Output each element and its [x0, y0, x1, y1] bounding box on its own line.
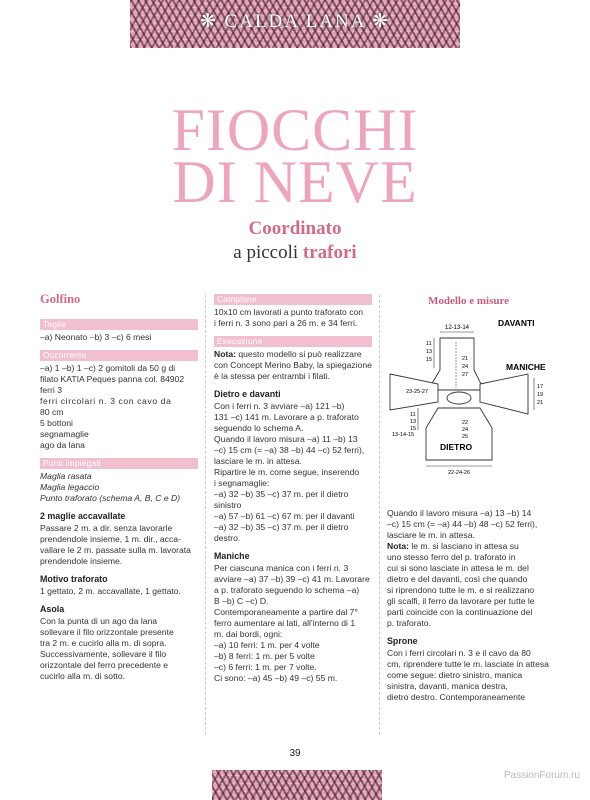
text-line: B –b) C –c) D. [214, 596, 269, 606]
occorrente-line: ferri 3 [40, 385, 62, 395]
text-line: dietro e del davanti, così che quando [387, 574, 528, 584]
text-line: cm, riprendere tutte le m. lasciate in attesa [387, 659, 549, 669]
occorrente-line: segnamaglie [40, 429, 89, 439]
dim-center-3: 27 [462, 372, 469, 378]
subtitle-line2-a: a piccoli [233, 242, 303, 263]
text-line: i ferri n. 3 sono pari a 26 m. e 34 ferri. [214, 318, 358, 328]
text-line: sinistro [214, 500, 242, 510]
dim-back-mid1: 22 [462, 420, 469, 426]
footer-knit-band [212, 770, 382, 800]
text-line: Contemporaneamente a partire dal 7° [214, 607, 358, 617]
subtitle-line2-b: trafori [302, 242, 357, 263]
dim-back-mid2: 24 [462, 427, 469, 433]
heading-maniche: Maniche [214, 551, 250, 561]
text-line: Con i ferri circolari n. 3 e il cavo da 80 [387, 648, 531, 658]
column-divider [205, 295, 206, 735]
page-title-line2: DI NEVE [172, 149, 418, 215]
label-occorrente: Occorrente [40, 350, 198, 361]
text-line: seguendo lo schema A. [214, 423, 304, 433]
occorrente-list [40, 363, 198, 451]
text-line: Con la punta di un ago da lana [40, 616, 158, 626]
dim-sleeve-h2: 19 [537, 392, 544, 398]
taglie-sizes: –a) Neonato –b) 3 –c) 6 mesi [40, 332, 152, 342]
text-line: –c) 6 ferri: 1 m. per 7 volte. [214, 662, 317, 672]
right-sleeve [480, 374, 528, 414]
dim-front-h1: 11 [426, 341, 432, 347]
watermark: PassionForum.ru [503, 770, 580, 781]
text-line: come segue: dietro sinistro, manica [387, 670, 523, 680]
text-line: parti coincide con la continuazione del [387, 607, 533, 617]
text-line: sinistra, davanti, manica destra, [387, 681, 508, 691]
occorrente-line: –a) 1 –b) 1 –c) 2 gomitoli da 50 g di [40, 363, 176, 373]
text-line: Ripartire le m. come segue, inserendo [214, 467, 360, 477]
text-line: Ci sono: –a) 45 –b) 49 –c) 55 m. [214, 673, 338, 683]
text-line: lasciare le m. in attesa. [214, 456, 302, 466]
heading-motivo-traforato: Motivo traforato [40, 574, 108, 584]
text-line: tra 2 m. e cucirlo alla m. di sopra. [40, 638, 167, 648]
text-line: Quando il lavoro misura –a) 11 –b) 13 [214, 434, 358, 444]
text-line: –c) 15 cm (= –a) 38 –b) 44 –c) 52 ferri), [214, 445, 365, 455]
dim-front-h2: 13 [426, 349, 433, 355]
text-line: dietro destro. Contemporaneamente [387, 692, 526, 702]
subtitle-line2 [0, 242, 590, 264]
text-line: Con i ferri n. 3 avviare –a) 121 –b) [214, 401, 345, 411]
heading-maglie-accavallate: 2 maglie accavallate [40, 511, 126, 521]
text-line: le m. si lasciano in attesa su [408, 541, 519, 551]
text-line: vallare le 2 m. passate sulla m. lavorata [40, 545, 191, 555]
label-dietro: DIETRO [440, 442, 473, 452]
occorrente-line: 5 bottoni [40, 418, 73, 428]
page-title-line1: FIOCCHI [171, 97, 419, 163]
dim-back-h1: 11 [410, 412, 416, 418]
dim-center-1: 21 [462, 356, 469, 362]
motivo-text: 1 gettato, 2 m. accavallate, 1 gettato. [40, 586, 181, 596]
occorrente-line: 80 cm [40, 407, 64, 417]
text-line: Passare 2 m. a dir. senza lavorarle [40, 523, 173, 533]
subtitle-line1: Coordinato [248, 218, 342, 239]
text-line: –c) 15 cm (= –a) 44 –b) 48 –c) 52 ferri), [387, 519, 538, 529]
heading-sprone: Sprone [387, 636, 418, 646]
campione-text [214, 307, 372, 329]
text-line: i segnamaglie: [214, 478, 270, 488]
dim-top-width: 12-13-14 [444, 325, 470, 331]
text-line: Per ciascuna manica con i ferri n. 3 [214, 563, 349, 573]
column-3-text [387, 508, 550, 710]
section-title-golfino: Golfino [40, 292, 81, 306]
nota-label: Nota: [214, 349, 236, 359]
text-line: prendendole insieme, 1 m. dir., acca- [40, 534, 181, 544]
text-line: gli scalfi, il ferro da lavorare per tutte le [387, 596, 535, 606]
text-line: sollevare il filo orizzontale presente [40, 627, 174, 637]
occorrente-line: filato KATIA Peques panna col. 84902 [40, 374, 185, 384]
text-line: questo modello si può realizzare [235, 349, 362, 359]
dim-back-h3: 15 [410, 426, 417, 432]
col3-intro [387, 508, 550, 629]
text-line: a p. traforato seguendo lo schema –a) [214, 585, 360, 595]
dim-sleeve-width: 23-25-27 [406, 389, 429, 395]
page-number: 39 [289, 748, 301, 759]
garment-schematic [388, 310, 548, 500]
text-line: con Concept Merino Baby, la spiegazione [214, 360, 372, 370]
nota-label: Nota: [387, 541, 409, 551]
column-2 [214, 294, 372, 691]
punti-line: Punto traforato (schema A, B, C e D) [40, 493, 181, 503]
column-1 [40, 294, 198, 689]
label-taglie: Taglie [40, 319, 198, 330]
text-line: –b) 8 ferri: 1 m. per 5 volte [214, 651, 315, 661]
text-line: ferro aumentare ai lati, all'interno di 1 [214, 618, 356, 628]
occorrente-line: ferri circolari n. 3 con cavo da [40, 396, 172, 406]
magazine-brand: ❋ CALDA LANA ❋ [199, 11, 391, 32]
punti-list [40, 471, 198, 504]
accavallate-text [40, 523, 198, 567]
sprone-text [387, 648, 550, 703]
text-line: destro. [214, 533, 241, 543]
heading-dietro-davanti: Dietro e davanti [214, 389, 281, 399]
text-line: prendendole insieme. [40, 556, 123, 566]
back-panel [426, 408, 492, 460]
label-campione: Campione [214, 294, 372, 305]
column-divider [379, 295, 380, 735]
text-line: –a) 32 –b) 35 –c) 37 m. per il dietro [214, 489, 349, 499]
punti-line: Maglia rasata [40, 471, 92, 481]
text-line: m. dai bordi, ogni: [214, 629, 283, 639]
label-maniche: MANICHE [506, 362, 546, 372]
label-esecuzione: Esecuzione [214, 336, 372, 347]
diagram-title: Modello e misure [427, 295, 510, 307]
heading-asola: Asola [40, 604, 65, 614]
occorrente-line: ago da lana [40, 440, 85, 450]
text-line: Quando il lavoro misura –a) 13 –b) 14 [387, 508, 532, 518]
nota-text [214, 349, 372, 382]
dim-front-h3: 15 [426, 357, 433, 363]
label-davanti: DAVANTI [498, 318, 535, 328]
text-line: –a) 57 –b) 61 –c) 67 m. per il davanti [214, 511, 355, 521]
neckline-ring [447, 392, 471, 404]
dim-back-h2: 13 [410, 419, 417, 425]
dim-back-left: 13-14-15 [392, 432, 415, 438]
dim-bottom-width: 22-24-26 [447, 470, 471, 476]
text-line: si riprendono tutte le m. e si realizzano [387, 585, 535, 595]
text-line: cui si sono lasciate in attesa le m. del [387, 563, 529, 573]
text-line: 10x10 cm lavorati a punto traforato con [214, 307, 364, 317]
punti-line: Maglia legaccio [40, 482, 100, 492]
text-line: Successivamente, sollevare il filo [40, 649, 167, 659]
dim-center-2: 24 [462, 364, 469, 370]
asola-text [40, 616, 198, 682]
text-line: cucirlo alla m. di sotto. [40, 671, 126, 681]
text-line: è la stessa per entrambi i filati. [214, 371, 331, 381]
text-line: orizzontale del ferro precedente e [40, 660, 169, 670]
text-line: –a) 10 ferri: 1 m. per 4 volte [214, 640, 320, 650]
text-line: –a) 32 –b) 35 –c) 37 m. per il dietro [214, 522, 349, 532]
text-line: p. traforato. [387, 618, 431, 628]
text-line: avviare –a) 37 –b) 39 –c) 41 m. Lavorare [214, 574, 370, 584]
dietro-text [214, 401, 372, 544]
text-line: uno stesso ferro del p. traforato in [387, 552, 516, 562]
dim-back-mid3: 25 [462, 434, 469, 440]
text-line: lasciare le m. in attesa. [387, 530, 475, 540]
label-punti-impiegati: Punti impiegati [40, 458, 198, 469]
dim-sleeve-h1: 17 [537, 384, 544, 390]
maniche-text [214, 563, 372, 684]
text-line: 131 –c) 141 m. Lavorare a p. traforato [214, 412, 359, 422]
dim-sleeve-h3: 21 [537, 400, 544, 406]
